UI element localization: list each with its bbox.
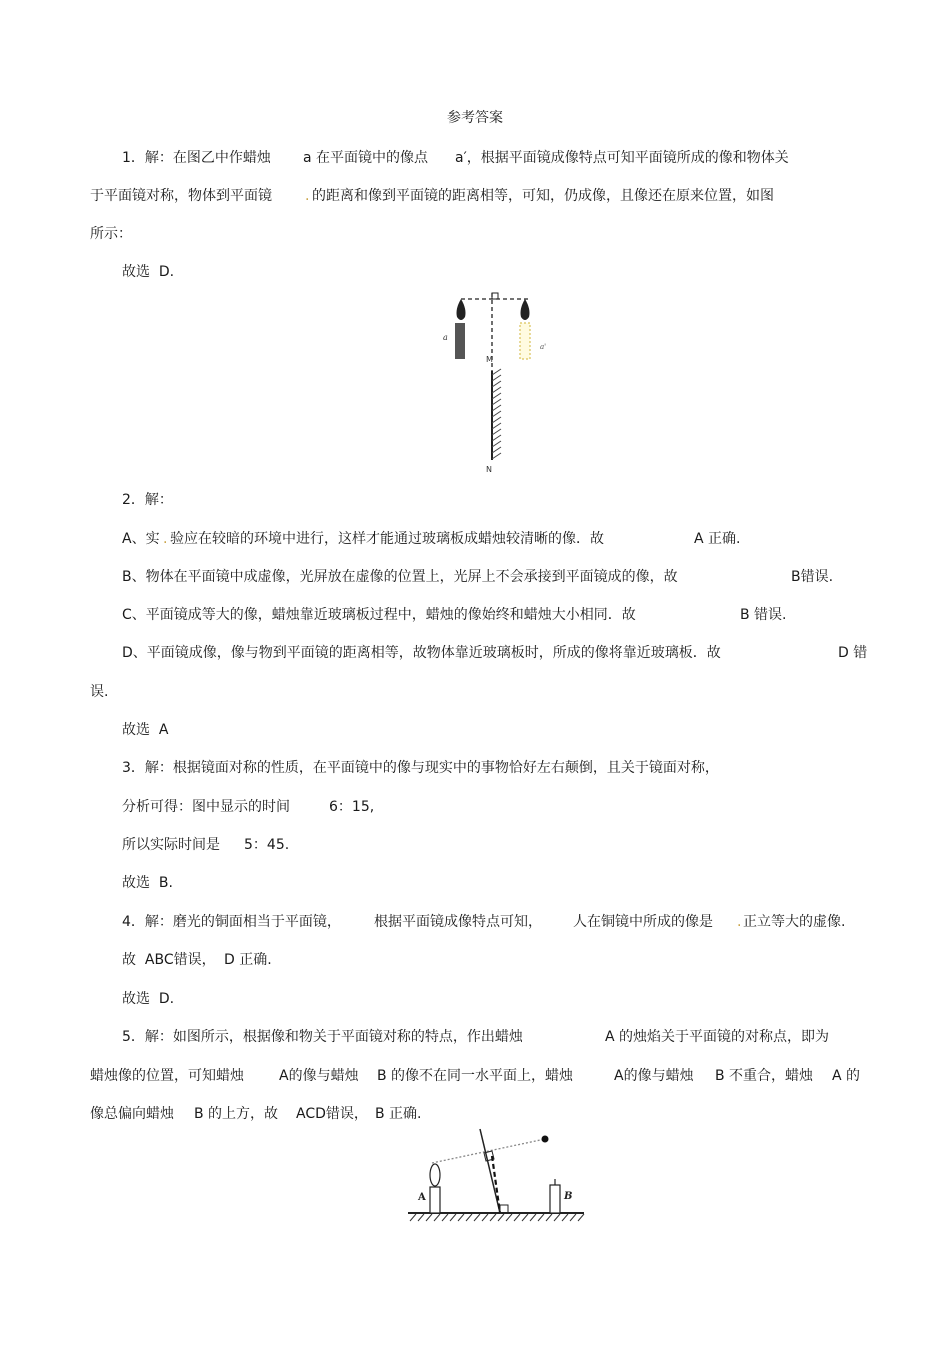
q1-figure-candle-mirror [430, 285, 570, 480]
q5-line2-f: A 的 [832, 1068, 861, 1084]
q1-dot-mark: . [305, 188, 310, 204]
q5-figure-inclined-mirror [402, 1125, 592, 1230]
q1-line1-b: a 在平面镜中的像点 [303, 150, 429, 166]
q5-line2-d: A的像与蜡烛 [614, 1068, 694, 1084]
q1-line3: 所示： [90, 226, 132, 242]
q2-option-a-2: 验应在较暗的环境中进行，这样才能通过玻璃板成蜡烛较清晰的像．故 [170, 531, 604, 547]
fig1-label-m: M [486, 355, 493, 364]
q2-answer: 故选 A [122, 722, 169, 738]
q4-dot-mark: . [737, 914, 742, 930]
q4-line1-c: 人在铜镜中所成的像是 [573, 914, 713, 930]
q4-line1-a: 4．解：磨光的铜面相当于平面镜， [122, 914, 341, 930]
q2-option-c-1: C、平面镜成等大的像，蜡烛靠近玻璃板过程中，蜡烛的像始终和蜡烛大小相同．故 [122, 607, 636, 623]
q3-line2-a: 分析可得：图中显示的时间 [122, 799, 290, 815]
fig1-label-a: a [443, 333, 448, 342]
q2-option-a-1: A、实 [122, 531, 160, 547]
q4-line2-a: 故 ABC错误， [122, 952, 216, 968]
q5-line3-d: B 正确. [375, 1106, 422, 1122]
q5-line3-c: ACD错误， [296, 1106, 368, 1122]
fig1-label-a-image: a' [540, 343, 547, 351]
q5-line2-e: B 不重合，蜡烛 [715, 1068, 814, 1084]
q2-option-b-2: B错误. [791, 569, 834, 585]
q1-line1-a: 1．解：在图乙中作蜡烛 [122, 150, 271, 166]
q2-option-d-2: D 错 [838, 645, 868, 661]
q2-option-a-3: A 正确. [694, 531, 741, 547]
q1-line2-b: 的距离和像到平面镜的距离相等，可知，仍成像，且像还在原来位置，如图 [312, 188, 774, 204]
q5-line2-b: A的像与蜡烛 [279, 1068, 359, 1084]
q3-line3-a: 所以实际时间是 [122, 837, 220, 853]
q4-line2-b: D 正确. [224, 952, 272, 968]
q5-line3-b: B 的上方，故 [194, 1106, 279, 1122]
q1-answer: 故选 D. [122, 264, 175, 280]
q1-line1-c: a′，根据平面镜成像特点可知平面镜所成的像和物体关 [455, 150, 789, 166]
q5-line3-a: 像总偏向蜡烛 [90, 1106, 174, 1122]
q1-line2-a: 于平面镜对称，物体到平面镜 [90, 188, 272, 204]
q2-option-d-3: 误. [90, 684, 109, 700]
q5-line1-a: 5．解：如图所示，根据像和物关于平面镜对称的特点，作出蜡烛 [122, 1029, 523, 1045]
q2-option-b-1: B、物体在平面镜中成虚像，光屏放在虚像的位置上，光屏上不会承接到平面镜成的像，故 [122, 569, 678, 585]
q4-answer: 故选 D. [122, 991, 175, 1007]
q5-line2-a: 蜡烛像的位置，可知蜡烛 [90, 1068, 244, 1084]
q4-line1-d: 正立等大的虚像. [743, 914, 846, 930]
q3-line1: 3．解：根据镜面对称的性质，在平面镜中的像与现实中的事物恰好左右颠倒，且关于镜面对称， [122, 760, 719, 776]
page-title: 参考答案 [447, 110, 503, 126]
fig5-label-a: A [418, 1192, 426, 1203]
q2-option-c-2: B 错误. [740, 607, 787, 623]
q2-option-d-1: D、平面镜成像，像与物到平面镜的距离相等，故物体靠近玻璃板时，所成的像将靠近玻璃板．故 [122, 645, 721, 661]
q3-line2-b: 6：15, [329, 799, 375, 815]
fig1-label-n: N [486, 465, 492, 474]
q5-line2-c: B 的像不在同一水平面上，蜡烛 [377, 1068, 574, 1084]
q2-heading: 2．解： [122, 492, 173, 508]
q4-line1-b: 根据平面镜成像特点可知， [374, 914, 542, 930]
q2-dot-mark: . [163, 531, 168, 547]
q3-line3-b: 5：45. [244, 837, 290, 853]
q3-answer: 故选 B. [122, 875, 173, 891]
fig5-label-b: B [564, 1191, 573, 1202]
q5-line1-b: A 的烛焰关于平面镜的对称点，即为 [605, 1029, 830, 1045]
